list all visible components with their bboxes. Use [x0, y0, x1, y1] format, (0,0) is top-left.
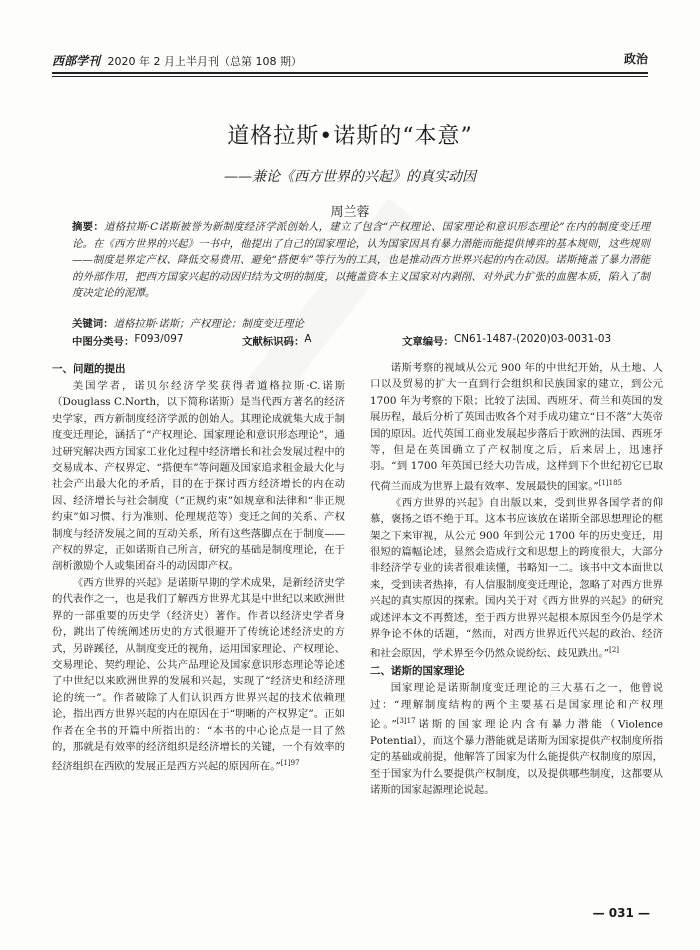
clc-code: 中图分类号： F093/097: [72, 333, 184, 348]
paragraph: 《西方世界的兴起》自出版以来，受到世界各国学者的仰慕，褒扬之语不绝于耳。这本书应该放在诺斯全部思想理论的框架之下来审视，从公元 900 年到公元 1700 年的历史变迁，用很短的篇幅论述，显然会造成行文和思想上的跨度很大，大部分非经济学专业的读者很难读懂，书略知一二。该书中文本面世以来，受到读者热捧，有人信服制度变迁理论，忽略了对西方世界兴起的真实原因的探索。国内关于对《西方世界的兴起》的研究或述评本文不再赘述，至于西方世界兴起根本原因至今仍是学术界争论不休的话题，“然而，对西方世界近代兴起的政治、经济和社会原因，学术界至今仍然众说纷纭、歧见跌出。”[2]: [370, 496, 663, 660]
paragraph: 国家理论是诺斯制度变迁理论的三大基石之一，他曾说过：“理解制度结构的两个主要基石是国家理论和产权理论。”$^{[3]17}$诺斯的国家理论内含有暴力潜能（Violence Potential），而这个暴力潜能就是诺斯为国家提供产权制度所指定的基础或前提，他解答了国家为什么能提供产权制度的原因，至于国家为什么要提供产权制度，以及提供哪些制度，这都要从诺斯的国家起源理论说起。: [370, 682, 663, 797]
author-name: 周兰蓉: [330, 205, 370, 220]
article-number: 文章编号： CN61-1487-(2020)03-0031-03: [402, 333, 612, 348]
doc-code: 文献标识码： A: [242, 333, 312, 348]
journal-logo: 西部学刊: [52, 54, 101, 68]
article-subtitle: ——兼论《西方世界的兴起》的真实动因: [224, 169, 476, 185]
abstract: [72, 219, 650, 302]
paragraph: 美国学者，诺贝尔经济学奖获得者道格拉斯·C.诺斯（Douglass C.North，以下简称诺斯）是当代西方著名的经济史学家，西方新制度经济学派的创始人。其理论成就集大成于制度变迁理论，涵括了“产权理论、国家理论和意识形态理论”，通过研究解决西方国家工业化过程中经济增长和社会发展过程中的交易成本、产权界定、“搭便车”等问题及国家追求租金最大化与社会产出最大化的矛盾，目的在于探讨西方经济增长的内在动因、经济增长与社会制度（“正规约束”如规章和法律和“非正规约束”如习惯、行为准则、伦理规范等）变迁之间的关系、产权制度与经济发展之间的互动关系，所有这些落脚点在于制度——产权的界定，正如诺斯自己所言，研究的基础是制度理论，在于剖析激励个人或集团奋斗的动因即产权。: [52, 380, 345, 573]
journal-issue: 2020 年 2 月上半月刊（总第 108 期）: [107, 55, 302, 68]
section-label: 政治: [623, 52, 648, 66]
abstract-text: 道格拉斯·C诺斯被誉为新制度经济学派创始人，建立了包含“产权理论、国家理论和意识形态理论”在内的制度变迁理论。在《西方世界的兴起》一书中，他提出了自己的国家理论，认为国家因具有暴力潜能而能提供博弈的基本规则，这些规则——制度是界定产权、降低交易费用、避免“搭便车”等行为的工具，也是推动西方世界兴起的内在动因。诺斯掩盖了暴力潜能的外部作用，把西方国家兴起的动因归结为文明的制度，以掩盖资本主义国家对内剥削、对外武力扩张的血腥本质，陷入了制度决定论的泥潭。: [72, 221, 651, 299]
keywords-text: 道格拉斯·诺斯；产权理论；制度变迁理论: [113, 318, 304, 330]
citation-ref: [2]: [609, 646, 620, 655]
body-column-right: [370, 360, 663, 799]
section-heading-1: 一、问题的提出: [52, 363, 126, 375]
citation-ref: [1]97: [280, 759, 300, 768]
keywords: [72, 315, 650, 330]
journal-info: [52, 52, 302, 69]
keywords-label: 关键词：: [72, 318, 114, 330]
section-heading-2: 二、诺斯的国家理论: [370, 665, 465, 678]
header-rule-thin: [52, 76, 648, 77]
citation-ref: [1]185: [598, 478, 622, 487]
running-header: [52, 50, 648, 70]
body-column-left: [52, 360, 345, 775]
paragraph: 诺斯考察的视域从公元 900 年的中世纪开始，从土地、人口以及贸易的扩大一直到行会组织和民族国家的建立，到公元 1700 年为考察的下限；比较了法国、西班牙、荷兰和英国的发展历程，最后分析了英国击败各个对手成功建立“日不落”大英帝国的原因。近代英国工商业发展起步落后于欧洲的法国、西班牙等，但是在英国确立了产权制度之后，后来居上，迅速抒羽。“到 1700 年英国已经大功告成，这样到下个世纪初它已取代荷兰而成为世界上最有效率、发展最快的国家。”$^{[1]185}$: [370, 362, 663, 493]
abstract-label: 摘要：: [72, 221, 105, 233]
paragraph: 《西方世界的兴起》是诺斯早期的学术成果，是新经济史学的代表作之一，也是我们了解西方世界尤其是中世纪以来欧洲世界的一部重要的历史学（经济史）著作。作者以经济史学者身份，跳出了传统阐述历史的方式很避开了传统论述经济史的方式，另辟蹊径，从制度变迁的视角，运用国家理论、产权理论、交易理论、契约理论、公共产品理论及国家意识形态理论等论述了中世纪以来欧洲世界的发展和兴起，实现了“经济史和经济理论的统一”。作者破除了人们认识西方世界兴起的技术依赖理论，指出西方世界兴起的内在原因在于“明晰的产权界定”。正如作者在全书的开篇中所指出的：“本书的中心论点是一目了然的，那就是有效率的经济组织是经济增长的关键，一个有效率的经济组织在西欧的发展正是西方兴起的原因所在。”$^{[1]97}$: [52, 576, 345, 773]
page-number: — 031 —: [592, 906, 650, 920]
citation-ref: [3]17: [396, 717, 416, 726]
header-rule-thick: [52, 72, 648, 74]
article-title: 道格拉斯•诺斯的“本意”: [227, 124, 473, 149]
